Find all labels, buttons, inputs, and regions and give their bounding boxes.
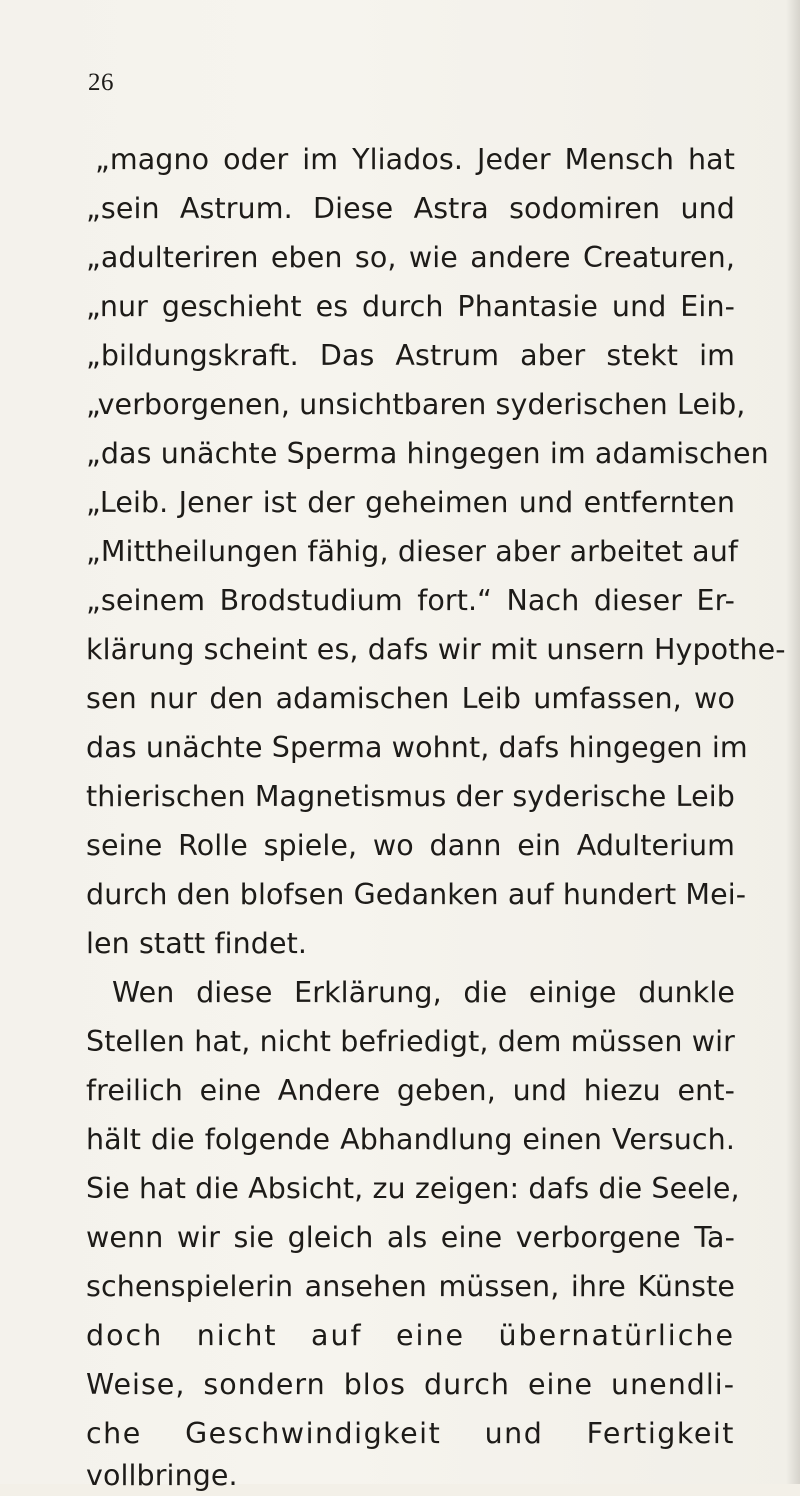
text-line: Weise, sondern blos durch eine unendli- [86, 1368, 735, 1401]
text-line: wenn wir sie gleich als eine verborgene Ta- [86, 1221, 735, 1254]
page-edge-shadow [786, 0, 800, 1484]
text-line: Stellen hat, nicht befriedigt, dem müssen wir [86, 1025, 735, 1058]
text-line: len statt findet. [86, 927, 308, 960]
text-line: doch nicht auf eine übernatürliche [86, 1319, 735, 1352]
text-line: „verborgenen, unsichtbaren syderischen Leib, [86, 388, 746, 421]
text-line: Sie hat die Absicht, zu zeigen: dafs die Seele, [86, 1172, 740, 1205]
text-line: „das unächte Sperma hingegen im adamischen [86, 437, 769, 470]
text-line: „magno oder im Yliados. Jeder Mensch hat [95, 143, 735, 176]
text-line: seine Rolle spiele, wo dann ein Adulterium [86, 829, 735, 862]
text-line: „bildungskraft. Das Astrum aber stekt im [86, 339, 735, 372]
text-line: freilich eine Andere geben, und hiezu ent- [86, 1074, 735, 1107]
text-line: „Mittheilungen fähig, dieser aber arbeitet auf [86, 535, 739, 568]
text-line: „nur geschieht es durch Phantasie und Ein- [86, 290, 735, 323]
text-line: „Leib. Jener ist der geheimen und entfernten [86, 486, 735, 519]
text-line: sen nur den adamischen Leib umfassen, wo [86, 682, 735, 715]
text-line: Wen diese Erklärung, die einige dunkle [112, 976, 735, 1009]
text-line: klärung scheint es, dafs wir mit unsern Hypothe- [86, 633, 786, 666]
page-number: 26 [88, 69, 114, 96]
text-line: schenspielerin ansehen müssen, ihre Künste [86, 1270, 735, 1303]
text-line: „seinem Brodstudium fort.“ Nach dieser Er- [86, 584, 735, 617]
text-line: „adulteriren eben so, wie andere Creaturen, [86, 241, 735, 274]
text-line: das unächte Sperma wohnt, dafs hingegen im [86, 731, 748, 764]
text-line: „sein Astrum. Diese Astra sodomiren und [86, 192, 735, 225]
text-line: hält die folgende Abhandlung einen Versuch. [86, 1123, 735, 1156]
text-line: thierischen Magnetismus der syderische Leib [86, 780, 735, 813]
text-line: vollbringe. [86, 1459, 238, 1492]
text-line: che Geschwindigkeit und Fertigkeit [86, 1417, 735, 1450]
text-line: durch den blofsen Gedanken auf hundert Mei- [86, 878, 747, 911]
